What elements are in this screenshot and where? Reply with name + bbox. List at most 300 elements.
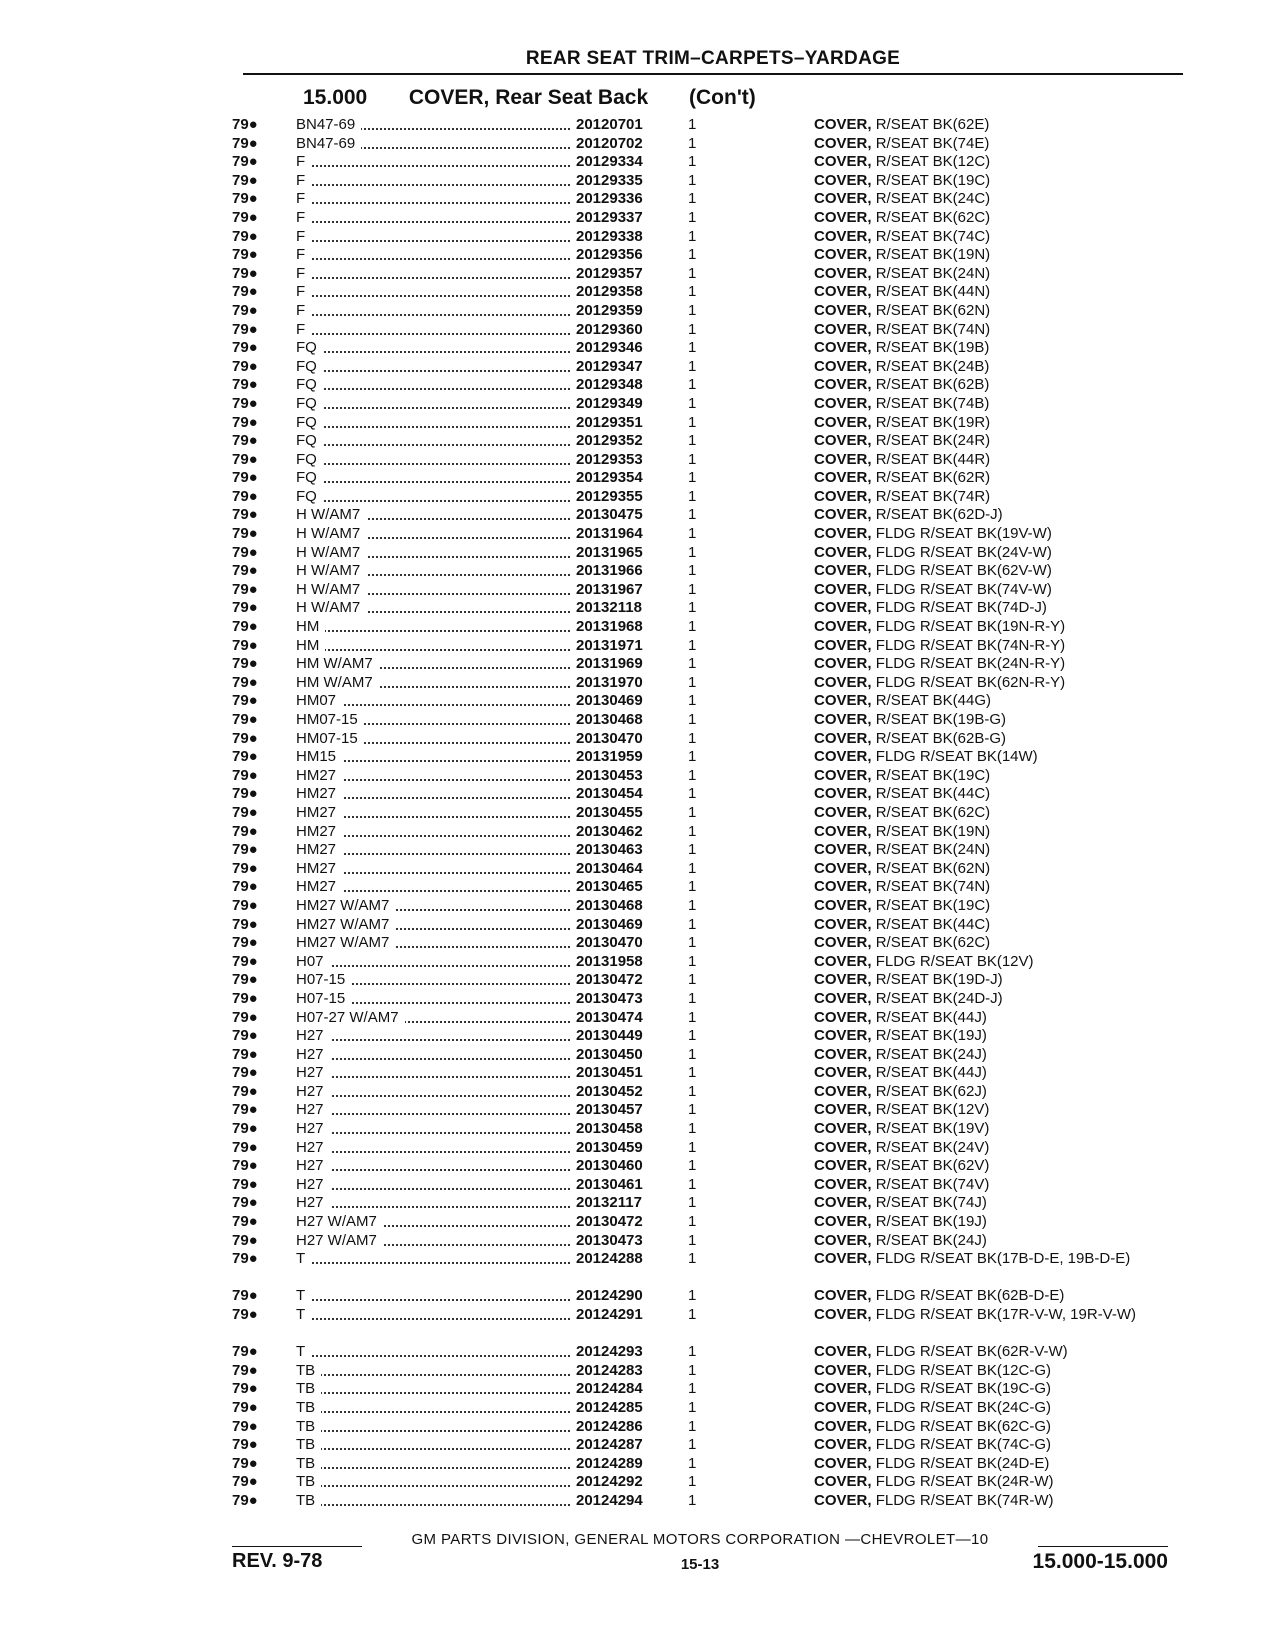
quantity: 1: [688, 543, 697, 561]
description: [814, 916, 1186, 935]
dot-leader: [296, 1076, 586, 1078]
table-row: [232, 1027, 1192, 1046]
model-code: FQ: [296, 376, 323, 393]
ref-number: 79●: [232, 469, 258, 487]
description-text: R/SEAT BK(24B): [875, 357, 990, 375]
quantity: 1: [688, 1361, 697, 1379]
ref-number: 79●: [232, 1138, 258, 1156]
description-text: R/SEAT BK(44N): [875, 283, 991, 301]
ref-number: 79●: [232, 1287, 258, 1305]
ref-number: 79●: [232, 413, 258, 431]
quantity: 1: [688, 803, 697, 821]
description-text: FLDG R/SEAT BK(14W): [875, 748, 1038, 766]
description-text: R/SEAT BK(44C): [875, 915, 991, 933]
parts-list: [232, 116, 1192, 1511]
table-row: [232, 748, 1192, 767]
description-bold: COVER,: [814, 190, 872, 208]
description: [814, 358, 1186, 377]
quantity: 1: [688, 971, 697, 989]
description-bold: COVER,: [814, 1361, 872, 1379]
description-text: R/SEAT BK(62J): [875, 1082, 987, 1100]
ref-number: 79●: [232, 1231, 258, 1249]
description: [814, 1306, 1186, 1325]
table-row: [232, 506, 1192, 525]
part-number: 20124291: [572, 1306, 643, 1325]
quantity: 1: [688, 227, 697, 245]
description-text: R/SEAT BK(24J): [875, 1231, 987, 1249]
model-cell: [296, 655, 586, 674]
description-bold: COVER,: [814, 673, 872, 691]
description: [814, 209, 1186, 228]
description-bold: COVER,: [814, 729, 872, 747]
description: [814, 414, 1186, 433]
dot-leader: [296, 1430, 586, 1432]
table-row: [232, 1250, 1192, 1287]
model-cell: [296, 1362, 586, 1381]
table-row: [232, 878, 1192, 897]
part-number: 20130472: [572, 1213, 643, 1232]
ref-number: 79●: [232, 971, 258, 989]
description-bold: COVER,: [814, 1175, 872, 1193]
description-bold: COVER,: [814, 208, 872, 226]
part-number: 20130469: [572, 916, 643, 935]
description-text: R/SEAT BK(24N): [875, 841, 991, 859]
description-bold: COVER,: [814, 227, 872, 245]
description-text: R/SEAT BK(12C): [875, 153, 991, 171]
description: [814, 562, 1186, 581]
model-cell: [296, 581, 586, 600]
model-code: H27: [296, 1194, 330, 1211]
description: [814, 804, 1186, 823]
ref-number: 79●: [232, 766, 258, 784]
description-text: R/SEAT BK(19N): [875, 822, 991, 840]
quantity: 1: [688, 469, 697, 487]
model-code: HM27 W/AM7: [296, 897, 395, 914]
ref-number: 79●: [232, 673, 258, 691]
part-number: 20129354: [572, 469, 643, 488]
ref-number: 79●: [232, 729, 258, 747]
model-code: H07-15: [296, 971, 351, 988]
ref-number: 79●: [232, 543, 258, 561]
model-cell: [296, 1101, 586, 1120]
dot-leader: [296, 630, 586, 632]
table-row: [232, 376, 1192, 395]
footer-company: GM PARTS DIVISION, GENERAL MOTORS CORPORATION —CHEVROLET—10: [411, 1531, 989, 1548]
description-text: FLDG R/SEAT BK(24D-E): [875, 1454, 1050, 1472]
part-number: 20129357: [572, 265, 643, 284]
part-number: 20131966: [572, 562, 643, 581]
section-heading: [303, 86, 756, 110]
description-text: FLDG R/SEAT BK(62N-R-Y): [875, 673, 1066, 691]
model-code: F: [296, 190, 311, 207]
ref-number: 79●: [232, 487, 258, 505]
description-bold: COVER,: [814, 766, 872, 784]
model-code: H W/AM7: [296, 581, 366, 598]
table-row: [232, 916, 1192, 935]
ref-number: 79●: [232, 506, 258, 524]
description-text: R/SEAT BK(62R): [875, 469, 991, 487]
model-code: FQ: [296, 339, 323, 356]
quantity: 1: [688, 841, 697, 859]
model-cell: [296, 283, 586, 302]
quantity: 1: [688, 339, 697, 357]
description-text: FLDG R/SEAT BK(17R-V-W, 19R-V-W): [875, 1306, 1137, 1323]
ref-number: 79●: [232, 599, 258, 617]
description: [814, 1250, 1186, 1269]
model-code: H27: [296, 1120, 330, 1137]
quantity: 1: [688, 989, 697, 1007]
quantity: 1: [688, 1380, 697, 1398]
model-code: HM27 W/AM7: [296, 934, 395, 951]
description-text: R/SEAT BK(19R): [875, 413, 991, 431]
table-row: [232, 711, 1192, 730]
description: [814, 135, 1186, 154]
table-row: [232, 321, 1192, 340]
dot-leader: [296, 1467, 586, 1469]
description-text: R/SEAT BK(74V): [875, 1175, 990, 1193]
ref-number: 79●: [232, 339, 258, 357]
dot-leader: [296, 333, 586, 335]
ref-number: 79●: [232, 394, 258, 412]
description: [814, 246, 1186, 265]
model-cell: [296, 1139, 586, 1158]
model-code: H27: [296, 1139, 330, 1156]
part-number: 20130454: [572, 785, 643, 804]
model-code: HM27: [296, 860, 342, 877]
description-bold: COVER,: [814, 450, 872, 468]
part-number: 20129334: [572, 153, 643, 172]
description-bold: COVER,: [814, 543, 872, 561]
description: [814, 506, 1186, 525]
section-continued: (Con't): [689, 86, 756, 109]
table-row: [232, 1157, 1192, 1176]
description-bold: COVER,: [814, 636, 872, 654]
description: [814, 823, 1186, 842]
ref-number: 79●: [232, 1250, 258, 1268]
model-code: HM27: [296, 823, 342, 840]
description: [814, 1455, 1186, 1474]
model-cell: [296, 748, 586, 767]
ref-number: 79●: [232, 264, 258, 282]
dot-leader: [296, 500, 586, 502]
description: [814, 971, 1186, 990]
description-bold: COVER,: [814, 1101, 872, 1119]
quantity: 1: [688, 246, 697, 264]
model-code: TB: [296, 1418, 321, 1435]
description-text: R/SEAT BK(74E): [875, 134, 990, 152]
model-cell: [296, 823, 586, 842]
description-bold: COVER,: [814, 171, 872, 189]
ref-number: 79●: [232, 1436, 258, 1454]
description-text: R/SEAT BK(19J): [875, 1027, 987, 1045]
description-text: R/SEAT BK(19J): [875, 1213, 987, 1231]
part-number: 20130474: [572, 1009, 643, 1028]
part-number: 20131968: [572, 618, 643, 637]
description: [814, 1287, 1186, 1306]
table-row: [232, 934, 1192, 953]
description: [814, 1027, 1186, 1046]
quantity: 1: [688, 116, 697, 133]
model-code: F: [296, 265, 311, 282]
ref-number: 79●: [232, 1101, 258, 1119]
table-row: [232, 1399, 1192, 1418]
quantity: 1: [688, 1287, 697, 1305]
description-text: R/SEAT BK(12V): [875, 1101, 990, 1119]
table-row: [232, 618, 1192, 637]
model-cell: [296, 860, 586, 879]
model-cell: [296, 841, 586, 860]
description-text: FLDG R/SEAT BK(74C-G): [875, 1436, 1051, 1454]
table-row: [232, 1455, 1192, 1474]
model-code: FQ: [296, 395, 323, 412]
ref-number: 79●: [232, 1175, 258, 1193]
part-number: 20130464: [572, 860, 643, 879]
description-text: R/SEAT BK(62B-G): [875, 729, 1006, 747]
description-text: R/SEAT BK(74C): [875, 227, 991, 245]
ref-number: 79●: [232, 153, 258, 171]
part-number: 20129347: [572, 358, 643, 377]
quantity: 1: [688, 785, 697, 803]
description-bold: COVER,: [814, 134, 872, 152]
part-number: 20129352: [572, 432, 643, 451]
ref-number: 79●: [232, 116, 258, 133]
model-code: H27: [296, 1046, 330, 1063]
description: [814, 1418, 1186, 1437]
model-code: H07: [296, 953, 330, 970]
model-cell: [296, 1250, 586, 1269]
description: [814, 990, 1186, 1009]
part-number: 20129356: [572, 246, 643, 265]
description-text: R/SEAT BK(62N): [875, 859, 991, 877]
quantity: 1: [688, 1213, 697, 1231]
quantity: 1: [688, 1491, 697, 1509]
table-row: [232, 1083, 1192, 1102]
part-number: 20129348: [572, 376, 643, 395]
table-row: [232, 153, 1192, 172]
description-text: R/SEAT BK(19B-G): [875, 711, 1006, 728]
description-bold: COVER,: [814, 859, 872, 877]
model-code: TB: [296, 1380, 321, 1397]
part-number: 20131971: [572, 637, 643, 656]
model-code: FQ: [296, 451, 323, 468]
part-number: 20124283: [572, 1362, 643, 1381]
dot-leader: [296, 1095, 586, 1097]
description-bold: COVER,: [814, 1343, 872, 1361]
description-text: R/SEAT BK(62D-J): [875, 506, 1003, 524]
part-number: 20131958: [572, 953, 643, 972]
model-cell: [296, 339, 586, 358]
model-code: TB: [296, 1473, 321, 1490]
ref-number: 79●: [232, 283, 258, 301]
description-bold: COVER,: [814, 1417, 872, 1435]
description-bold: COVER,: [814, 896, 872, 914]
table-row: [232, 860, 1192, 879]
footer-rule-right: [1038, 1546, 1168, 1547]
model-cell: [296, 321, 586, 340]
model-cell: [296, 1306, 586, 1325]
quantity: 1: [688, 1101, 697, 1119]
part-number: 20129337: [572, 209, 643, 228]
ref-number: 79●: [232, 525, 258, 543]
table-row: [232, 395, 1192, 414]
table-row: [232, 804, 1192, 823]
ref-number: 79●: [232, 580, 258, 598]
ref-number: 79●: [232, 989, 258, 1007]
quantity: 1: [688, 618, 697, 636]
description-bold: COVER,: [814, 1491, 872, 1509]
dot-leader: [296, 965, 586, 967]
table-row: [232, 339, 1192, 358]
table-row: [232, 599, 1192, 618]
model-cell: [296, 506, 586, 525]
model-code: F: [296, 302, 311, 319]
model-code: HM07: [296, 692, 342, 709]
dot-leader: [296, 1392, 586, 1394]
model-cell: [296, 562, 586, 581]
model-cell: [296, 711, 586, 730]
table-row: [232, 1194, 1192, 1213]
model-code: HM27: [296, 804, 342, 821]
table-row: [232, 953, 1192, 972]
quantity: 1: [688, 1417, 697, 1435]
ref-number: 79●: [232, 1213, 258, 1231]
dot-leader: [296, 370, 586, 372]
table-row: [232, 451, 1192, 470]
dot-leader: [296, 1039, 586, 1041]
table-row: [232, 730, 1192, 749]
quantity: 1: [688, 525, 697, 543]
description-text: R/SEAT BK(44J): [875, 1064, 987, 1082]
ref-number: 79●: [232, 208, 258, 226]
description-bold: COVER,: [814, 878, 872, 896]
part-number: 20130460: [572, 1157, 643, 1176]
model-code: HM27: [296, 841, 342, 858]
model-code: F: [296, 153, 311, 170]
description-bold: COVER,: [814, 599, 872, 617]
quantity: 1: [688, 692, 697, 710]
model-code: HM15: [296, 748, 342, 765]
table-row: [232, 1139, 1192, 1158]
model-cell: [296, 785, 586, 804]
description-text: FLDG R/SEAT BK(62B-D-E): [875, 1287, 1065, 1305]
description-text: FLDG R/SEAT BK(17B-D-E, 19B-D-E): [875, 1250, 1131, 1268]
description: [814, 599, 1186, 618]
part-number: 20130473: [572, 990, 643, 1009]
ref-number: 79●: [232, 1045, 258, 1063]
part-number: 20129360: [572, 321, 643, 340]
dot-leader: [296, 1448, 586, 1450]
description-bold: COVER,: [814, 1082, 872, 1100]
table-row: [232, 692, 1192, 711]
table-row: [232, 283, 1192, 302]
model-cell: [296, 1176, 586, 1195]
quantity: 1: [688, 1138, 697, 1156]
ref-number: 79●: [232, 711, 258, 728]
description-text: FLDG R/SEAT BK(62C-G): [875, 1417, 1051, 1435]
description-bold: COVER,: [814, 1473, 872, 1491]
description-text: R/SEAT BK(74N): [875, 878, 991, 896]
ref-number: 79●: [232, 562, 258, 580]
quantity: 1: [688, 915, 697, 933]
part-number: 20130458: [572, 1120, 643, 1139]
description-bold: COVER,: [814, 580, 872, 598]
part-number: 20130465: [572, 878, 643, 897]
description-bold: COVER,: [814, 264, 872, 282]
table-row: [232, 1380, 1192, 1399]
description-text: FLDG R/SEAT BK(24R-W): [875, 1473, 1054, 1491]
description-bold: COVER,: [814, 1008, 872, 1026]
description-text: R/SEAT BK(44R): [875, 450, 991, 468]
ref-number: 79●: [232, 655, 258, 673]
table-row: [232, 674, 1192, 693]
model-code: T: [296, 1250, 311, 1267]
description: [814, 1046, 1186, 1065]
description-bold: COVER,: [814, 1287, 872, 1305]
description-bold: COVER,: [814, 1436, 872, 1454]
description-bold: COVER,: [814, 748, 872, 766]
model-code: HM27: [296, 878, 342, 895]
section-name: COVER, Rear Seat Back: [408, 86, 649, 109]
description-bold: COVER,: [814, 1138, 872, 1156]
table-row: [232, 265, 1192, 284]
description-text: R/SEAT BK(19C): [875, 766, 991, 784]
model-code: H07-15: [296, 990, 351, 1007]
description-text: R/SEAT BK(24J): [875, 1045, 987, 1063]
dot-leader: [296, 388, 586, 390]
table-row: [232, 525, 1192, 544]
description-text: R/SEAT BK(44J): [875, 1008, 987, 1026]
description: [814, 525, 1186, 544]
quantity: 1: [688, 432, 697, 450]
model-code: HM W/AM7: [296, 655, 379, 672]
model-code: HM W/AM7: [296, 674, 379, 691]
ref-number: 79●: [232, 1157, 258, 1175]
model-cell: [296, 228, 586, 247]
dot-leader: [296, 277, 586, 279]
dot-leader: [296, 407, 586, 409]
quantity: 1: [688, 413, 697, 431]
description: [814, 1009, 1186, 1028]
ref-number: 79●: [232, 134, 258, 152]
model-code: T: [296, 1343, 311, 1360]
description-bold: COVER,: [814, 785, 872, 803]
model-code: H27: [296, 1027, 330, 1044]
description: [814, 1176, 1186, 1195]
quantity: 1: [688, 1027, 697, 1045]
table-row: [232, 414, 1192, 433]
description: [814, 841, 1186, 860]
model-code: H27: [296, 1157, 330, 1174]
description-text: FLDG R/SEAT BK(24V-W): [875, 543, 1052, 561]
description: [814, 488, 1186, 507]
table-row: [232, 116, 1192, 135]
quantity: 1: [688, 487, 697, 505]
description-text: R/SEAT BK(19D-J): [875, 971, 1003, 989]
model-code: F: [296, 283, 311, 300]
dot-leader: [296, 221, 586, 223]
ref-number: 79●: [232, 1194, 258, 1212]
description-text: FLDG R/SEAT BK(74R-W): [875, 1491, 1054, 1509]
description-text: FLDG R/SEAT BK(19V-W): [875, 525, 1052, 543]
description-bold: COVER,: [814, 525, 872, 543]
model-cell: [296, 971, 586, 990]
description-text: R/SEAT BK(62N): [875, 301, 991, 319]
part-number: 20130462: [572, 823, 643, 842]
quantity: 1: [688, 766, 697, 784]
part-number: 20124285: [572, 1399, 643, 1418]
quantity: 1: [688, 729, 697, 747]
description-bold: COVER,: [814, 711, 872, 728]
